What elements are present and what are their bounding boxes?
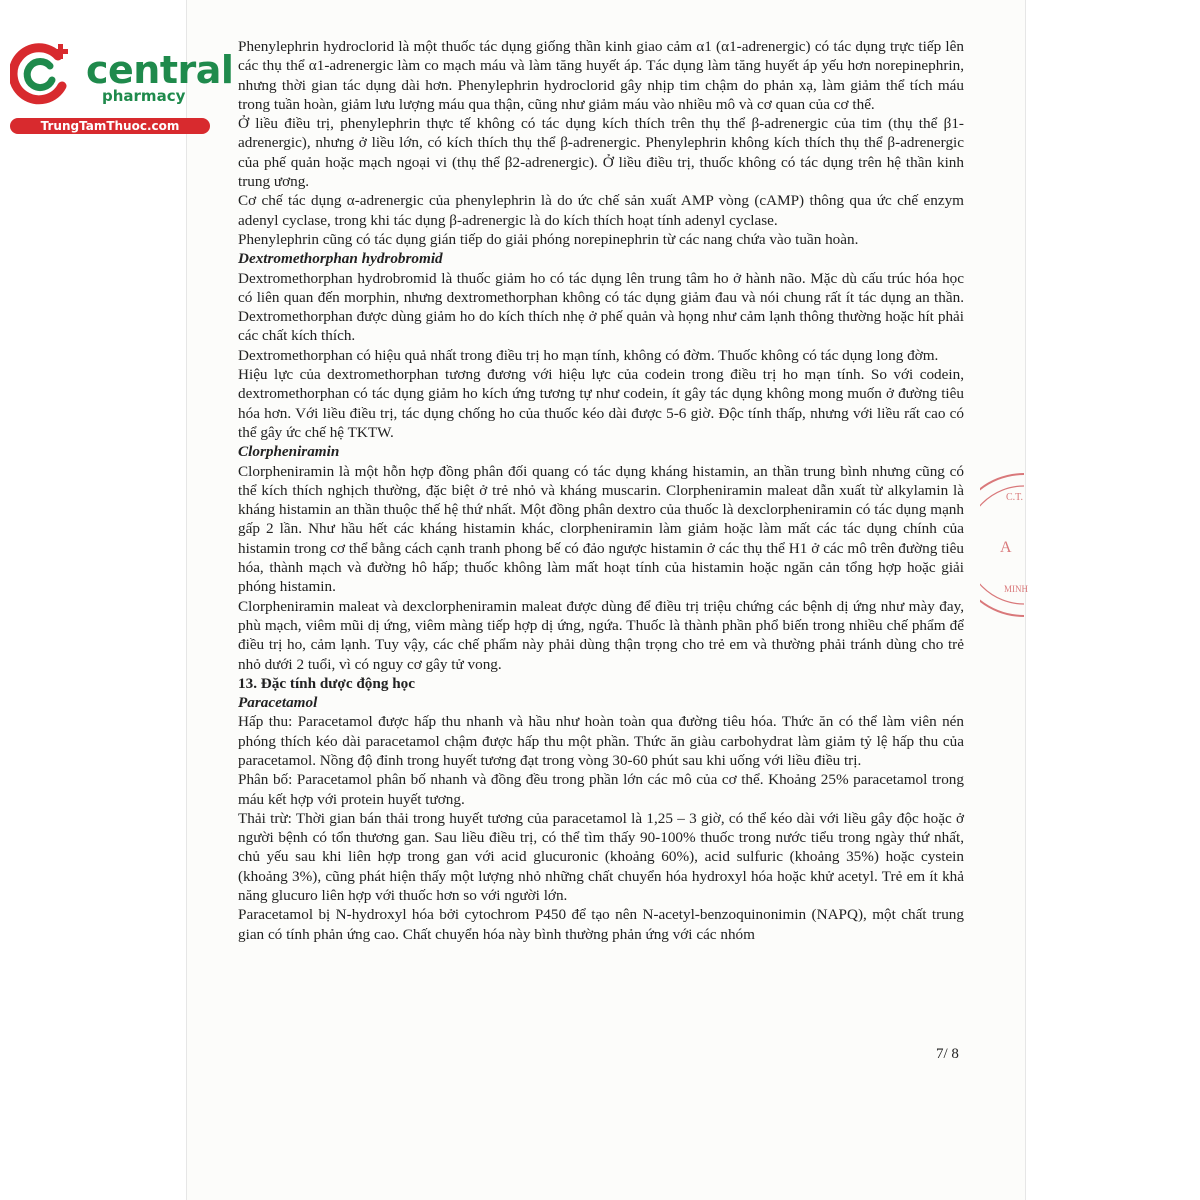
paragraph: Dextromethorphan có hiệu quả nhất trong điều trị ho mạn tính, không có đờm. Thuốc không có tác dụng long đờm.	[238, 346, 939, 364]
svg-text:MINH: MINH	[1004, 584, 1028, 594]
paragraph: Clorpheniramin maleat và dexclorpheniramin maleat được dùng để điều trị triệu chứng các bệnh dị ứng như mày đay, phù mạch, viêm mũi dị ứng, viêm màng tiếp hợp dị ứng, ngứa. Thuốc là thành phần phổ biến trong nhiều chế phẩm để điều trị ho, cảm lạnh. Tuy vậy, các chế phẩm này phải dùng thận trọng cho trẻ em và thường phải tránh dùng cho trẻ nhỏ dưới 2 tuổi, vì có nguy cơ gây tử vong.	[238, 597, 964, 673]
subheading-paracetamol: Paracetamol	[238, 694, 318, 712]
partial-stamp-seal	[980, 470, 1028, 620]
logo-brand-text: central	[86, 48, 234, 92]
paragraph: Phenylephrin hydroclorid là một thuốc tác dụng giống thần kinh giao cảm α1 (α1-adrenergic) có tác dụng trực tiếp lên các thụ thể α1-adrenergic làm co mạch máu và làm tăng huyết áp. Tác dụng làm tăng huyết áp yếu hơn norepinephrin, nhưng thời gian tác dụng dài hơn. Phenylephrin hydroclorid gây nhịp tim chậm do phản xạ, làm giảm thể tích máu trong tuần hoàn, giảm lưu lượng máu qua thận, cũng như giảm máu vào nhiều mô và cơ quan của cơ thể.	[238, 38, 964, 113]
logo-website-banner: TrungTamThuoc.com	[10, 118, 210, 134]
paragraph: Clorpheniramin là một hỗn hợp đồng phân đối quang có tác dụng kháng histamin, an thần trung bình nhưng cũng có thể kích thích nghịch thường, đặc biệt ở trẻ nhỏ và kháng muscarin. Clorpheniramin maleat dẫn xuất từ alkylamin là kháng histamin an thần thuộc thế hệ thứ nhất. Một đồng phân dextro của thuốc là dexclorpheniramin có tác dụng mạnh gấp 2 lần. Như hầu hết các kháng histamin khác, clorpheniramin làm giảm hoặc làm mất các tác dụng chính của histamin trong cơ thể bằng cách cạnh tranh phong bế có đảo ngược histamin ở các thụ thể H1 ở các mô trên đường tiêu hóa, thành mạch và đường hô hấp; thuốc không làm mất hoạt tính của histamin hoặc ngăn cản tổng hợp hoặc giải phóng histamin.	[238, 462, 964, 596]
subheading-dextromethorphan: Dextromethorphan hydrobromid	[238, 250, 443, 268]
document-body	[238, 37, 964, 944]
paragraph: Cơ chế tác dụng α-adrenergic của phenylephrin là do ức chế sản xuất AMP vòng (cAMP) thông qua ức chế enzym adenyl cyclase, trong khi tác dụng β-adrenergic là do kích thích hoạt tính adenyl cyclase.	[238, 192, 964, 229]
svg-text:C.T.: C.T.	[1006, 492, 1024, 503]
paragraph: Phenylephrin cũng có tác dụng gián tiếp do giải phóng norepinephrin từ các nang chứa vào tuần hoàn.	[238, 230, 859, 248]
central-pharmacy-logo[interactable]	[10, 38, 234, 138]
paragraph: Phân bố: Paracetamol phân bố nhanh và đồng đều trong phần lớn các mô của cơ thể. Khoảng 25% paracetamol trong máu kết hợp với protein huyết tương.	[238, 771, 964, 808]
logo-sub-text: pharmacy	[102, 87, 186, 105]
paragraph: Thải trừ: Thời gian bán thải trong huyết tương của paracetamol là 1,25 – 3 giờ, có thể kéo dài với liều gây độc hoặc ở người bệnh có tổn thương gan. Sau liều điều trị, có thể tìm thấy 90-100% thuốc trong nước tiểu trong ngày thứ nhất, chủ yếu sau khi liên hợp trong gan với acid glucuronic (khoảng 60%), acid sulfuric (khoảng 35%) hoặc cystein (khoảng 3%), cũng phát hiện thấy một lượng nhỏ những chất chuyển hóa hydroxyl hóa hoặc khử acetyl. Trẻ em ít khả năng glucuro liên hợp với thuốc hơn so với người lớn.	[238, 809, 964, 905]
paragraph: Hấp thu: Paracetamol được hấp thu nhanh và hầu như hoàn toàn qua đường tiêu hóa. Thức ăn có thể làm viên nén phóng thích kéo dài paracetamol chậm được hấp thu một phần. Thức ăn giàu carbohydrat làm giảm tỷ lệ hấp thu của paracetamol. Nồng độ đỉnh trong huyết tương đạt trong vòng 30-60 phút sau khi uống với liều điều trị.	[238, 713, 964, 769]
paragraph: Ở liều điều trị, phenylephrin thực tế không có tác dụng kích thích trên thụ thể β-adrenergic của tim (thụ thể β1-adrenergic), nhưng ở liều lớn, có kích thích thụ thể β-adrenergic. Phenylephrin không kích thích thụ thể β-adrenergic của phế quản hoặc mạch ngoại vi (thụ thể β2-adrenergic). Ở liều điều trị, thuốc không có tác dụng trên hệ thần kinh trung ương.	[238, 115, 964, 191]
pharmacy-logo-icon	[10, 42, 76, 108]
section-heading-pharmacokinetics: 13. Đặc tính dược động học	[238, 674, 416, 692]
svg-text:A: A	[1000, 539, 1012, 556]
paragraph: Hiệu lực của dextromethorphan tương đương với hiệu lực của codein trong điều trị ho mạn tính. So với codein, dextromethorphan có tác dụng giảm ho kích ứng tương tự như codein, ít gây tác dụng không mong muốn ở đường tiêu hóa hơn. Với liều điều trị, tác dụng chống ho của thuốc kéo dài được 5-6 giờ. Độc tính thấp, nhưng với liều rất cao có thể gây ức chế hệ TKTW.	[238, 366, 964, 441]
paragraph: Dextromethorphan hydrobromid là thuốc giảm ho có tác dụng lên trung tâm ho ở hành não. Mặc dù cấu trúc hóa học có liên quan đến morphin, nhưng dextromethorphan không có tác dụng giảm đau và nói chung rất ít tác dụng an thần. Dextromethorphan được dùng giảm ho do kích thích nhẹ ở phế quản và họng như cảm lạnh thông thường hoặc hít phải các chất kích thích.	[238, 269, 964, 345]
subheading-clorpheniramin: Clorpheniramin	[238, 443, 340, 461]
page-number: 7/ 8	[936, 1046, 959, 1062]
paragraph: Paracetamol bị N-hydroxyl hóa bởi cytochrom P450 để tạo nên N-acetyl-benzoquinonimin (NAPQ), một chất trung gian có tính phản ứng cao. Chất chuyển hóa này bình thường phản ứng với các nhóm	[238, 906, 964, 943]
